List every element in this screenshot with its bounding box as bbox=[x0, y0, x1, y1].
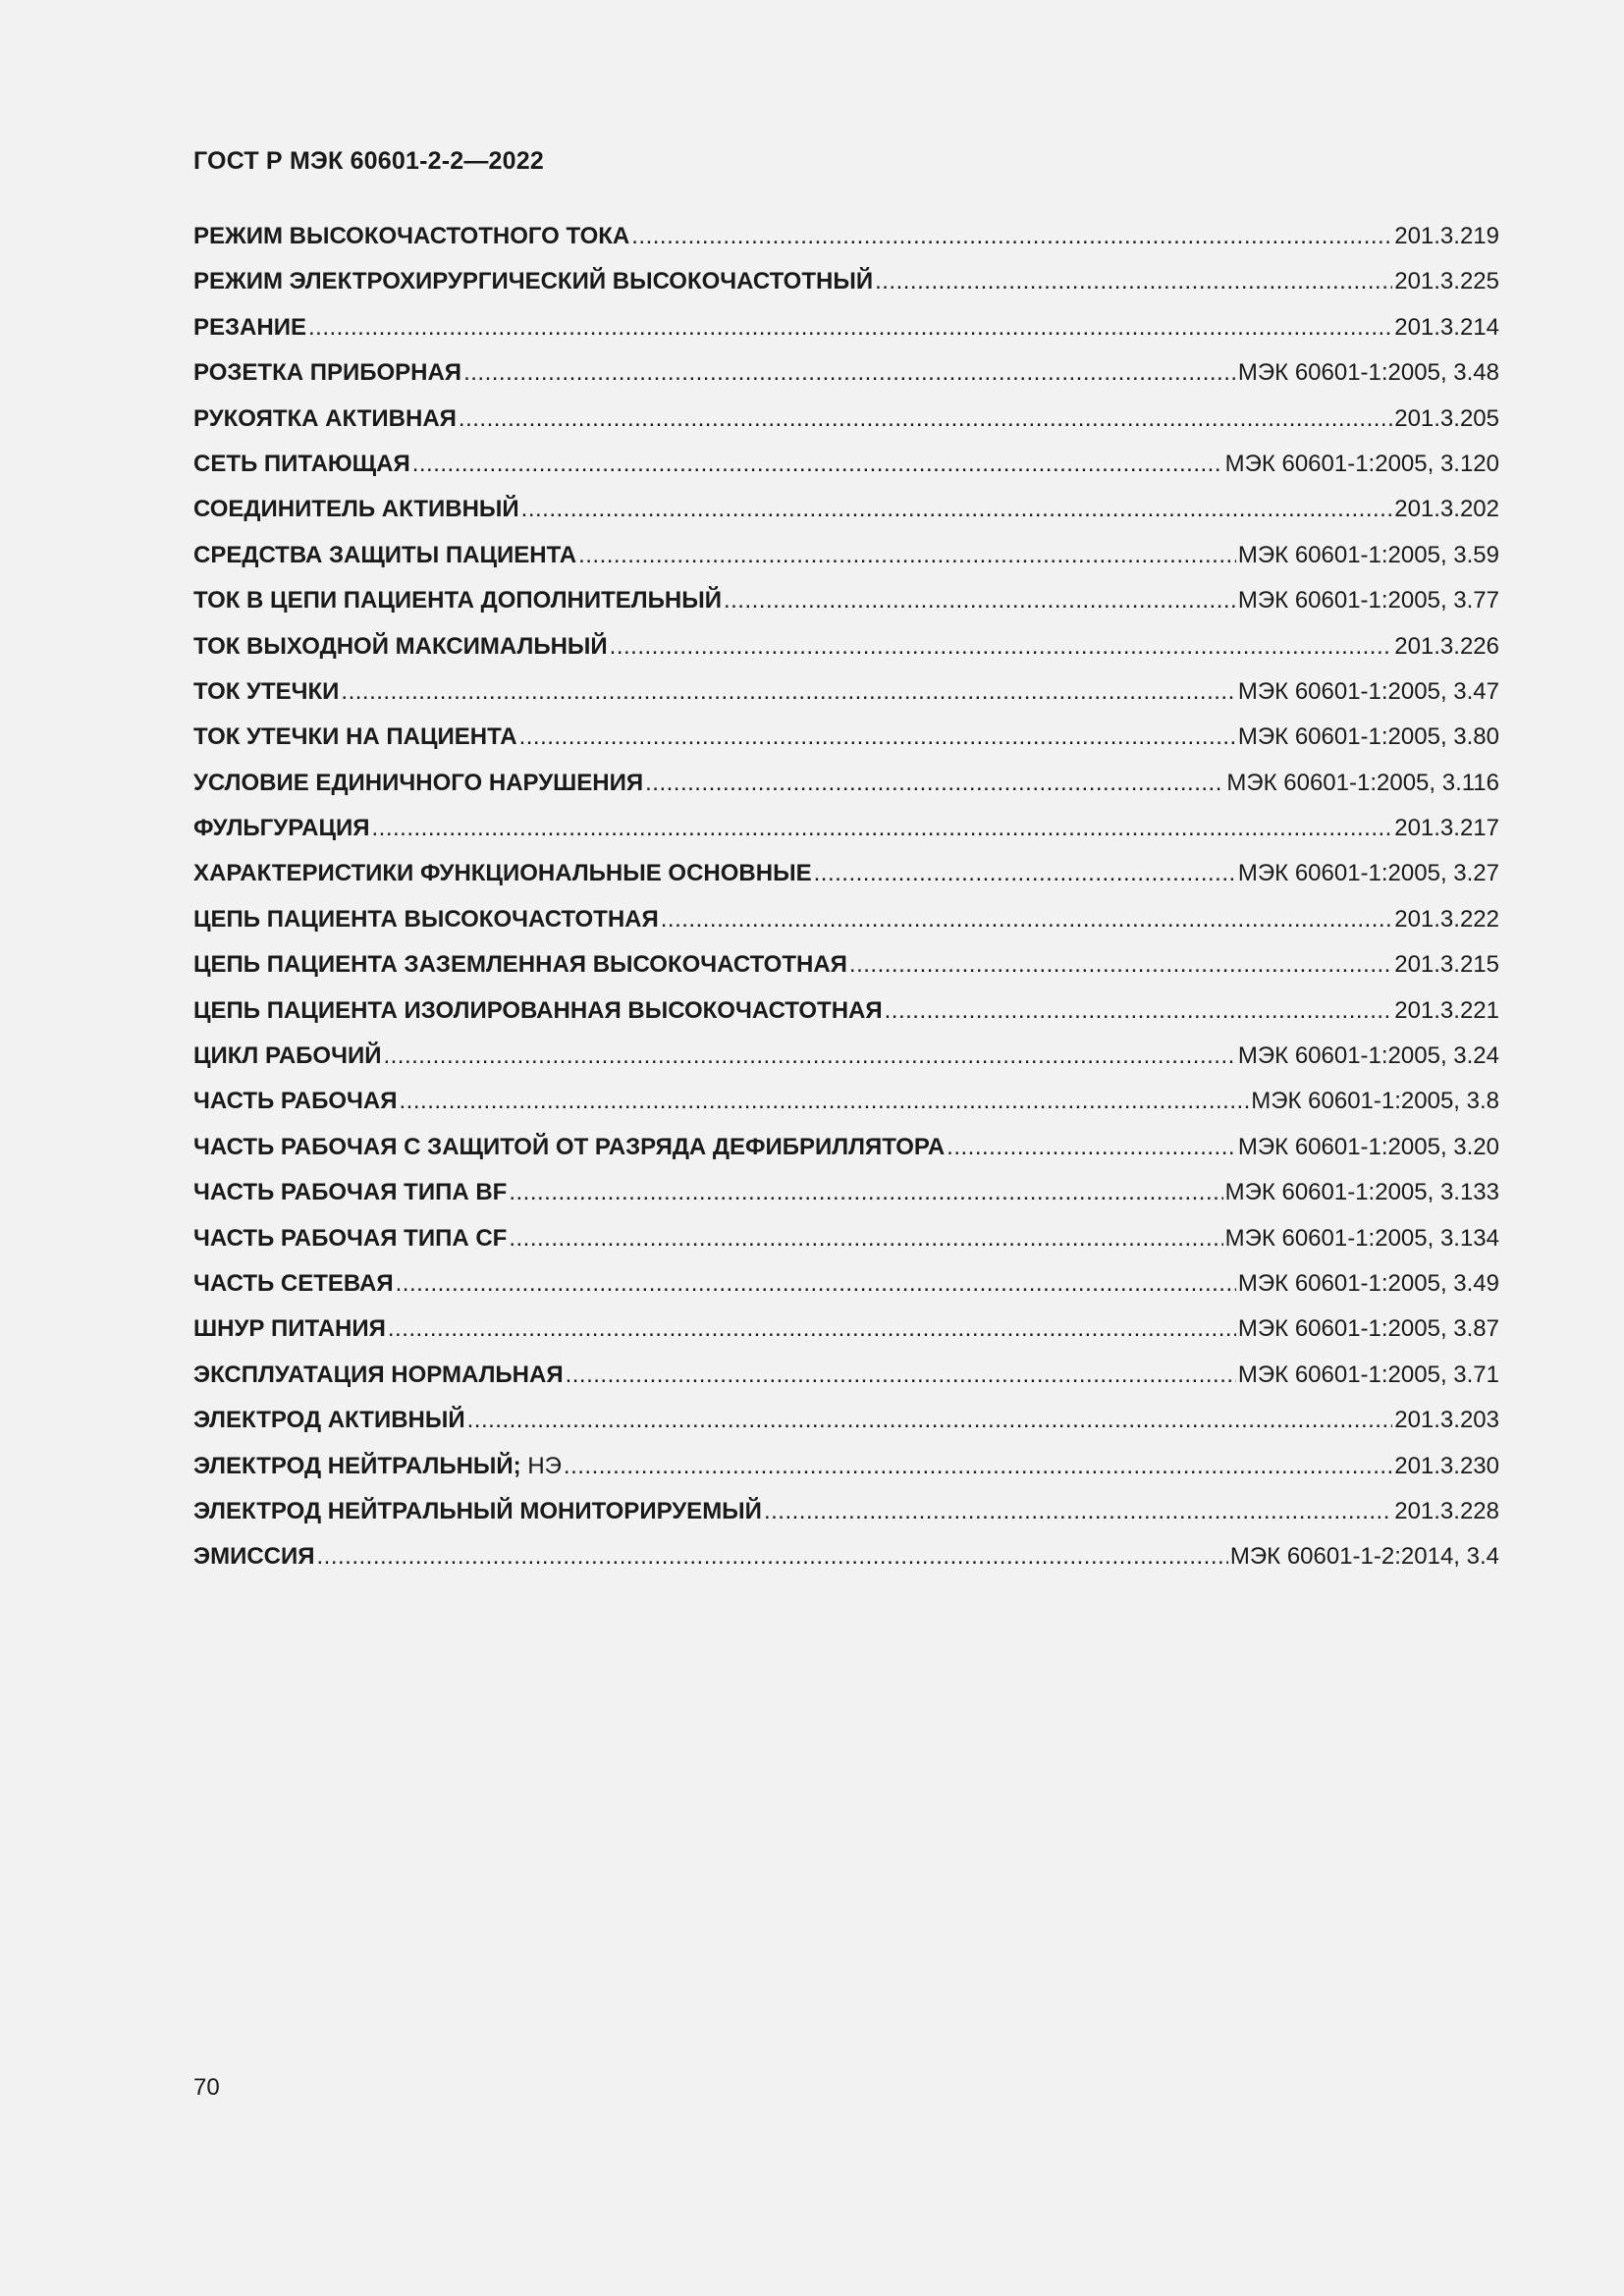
entry-term bbox=[193, 359, 461, 387]
index-entry bbox=[193, 1498, 1499, 1543]
entry-term bbox=[193, 1543, 314, 1571]
entry-term-text: ЦЕПЬ ПАЦИЕНТА ВЫСОКОЧАСТОТНАЯ bbox=[193, 905, 659, 933]
index-entry bbox=[193, 678, 1499, 723]
index-entry bbox=[193, 1453, 1499, 1498]
dot-leader bbox=[467, 1407, 1393, 1434]
dot-leader bbox=[371, 815, 1392, 842]
entry-term bbox=[193, 1498, 762, 1525]
entry-term bbox=[193, 1042, 381, 1070]
entry-term bbox=[193, 405, 457, 433]
entry-term-text: ЦЕПЬ ПАЦИЕНТА ИЗОЛИРОВАННАЯ ВЫСОКОЧАСТОТНАЯ bbox=[193, 996, 883, 1024]
entry-term bbox=[193, 678, 339, 706]
entry-reference: 201.3.221 bbox=[1394, 996, 1499, 1024]
dot-leader bbox=[383, 1042, 1235, 1070]
document-header: ГОСТ Р МЭК 60601-2-2—2022 bbox=[193, 147, 544, 175]
entry-term-text: ЦИКЛ РАБОЧИЙ bbox=[193, 1042, 382, 1070]
dot-leader bbox=[308, 314, 1392, 342]
entry-term-text: ХАРАКТЕРИСТИКИ ФУНКЦИОНАЛЬНЫЕ ОСНОВНЫЕ bbox=[193, 860, 812, 887]
dot-leader bbox=[509, 1225, 1222, 1253]
entry-term-text: ЦЕПЬ ПАЦИЕНТА ЗАЗЕМЛЕННАЯ ВЫСОКОЧАСТОТНАЯ bbox=[193, 951, 847, 979]
entry-term bbox=[193, 1362, 564, 1389]
index-entry bbox=[193, 1134, 1499, 1179]
entry-reference: МЭК 60601-1:2005, 3.48 bbox=[1237, 359, 1499, 387]
term-index-list bbox=[193, 223, 1499, 1589]
dot-leader bbox=[578, 542, 1236, 569]
entry-term-text: РЕЖИМ ЭЛЕКТРОХИРУРГИЧЕСКИЙ ВЫСОКОЧАСТОТНЫЙ bbox=[193, 268, 874, 295]
entry-term-text: ЭЛЕКТРОД АКТИВНЫЙ bbox=[193, 1407, 465, 1434]
dot-leader bbox=[521, 496, 1393, 523]
index-entry bbox=[193, 951, 1499, 996]
dot-leader bbox=[459, 405, 1392, 433]
entry-reference: МЭК 60601-1:2005, 3.80 bbox=[1237, 723, 1499, 751]
entry-term bbox=[193, 906, 659, 934]
dot-leader bbox=[564, 1453, 1392, 1480]
entry-reference: МЭК 60601-1:2005, 3.8 bbox=[1251, 1088, 1499, 1115]
dot-leader bbox=[400, 1088, 1250, 1115]
dot-leader bbox=[849, 951, 1392, 979]
entry-term-text: ФУЛЬГУРАЦИЯ bbox=[193, 815, 370, 842]
index-entry bbox=[193, 405, 1499, 451]
dot-leader bbox=[519, 723, 1236, 751]
entry-reference: МЭК 60601-1:2005, 3.77 bbox=[1237, 587, 1499, 614]
dot-leader bbox=[396, 1270, 1236, 1298]
index-entry bbox=[193, 1543, 1499, 1588]
entry-term bbox=[193, 496, 519, 523]
dot-leader bbox=[412, 451, 1223, 478]
entry-reference: МЭК 60601-1:2005, 3.59 bbox=[1237, 541, 1499, 568]
entry-term-text: РЕЗАНИЕ bbox=[193, 313, 306, 341]
entry-term-text: ЭЛЕКТРОД НЕЙТРАЛЬНЫЙ МОНИТОРИРУЕМЫЙ bbox=[193, 1497, 762, 1524]
entry-term bbox=[193, 1088, 398, 1115]
index-entry bbox=[193, 1225, 1499, 1270]
entry-term-text: ЧАСТЬ СЕТЕВАЯ bbox=[193, 1269, 394, 1297]
index-entry bbox=[193, 1362, 1499, 1407]
entry-term-text: ЭЛЕКТРОД НЕЙТРАЛЬНЫЙ; bbox=[193, 1452, 521, 1479]
entry-term bbox=[193, 451, 410, 478]
entry-term bbox=[193, 542, 576, 569]
entry-term-text: ТОК ВЫХОДНОЙ МАКСИМАЛЬНЫЙ bbox=[193, 632, 608, 660]
entry-term-text: ЧАСТЬ РАБОЧАЯ С ЗАЩИТОЙ ОТ РАЗРЯДА ДЕФИБРИЛЛЯТОРА bbox=[193, 1133, 946, 1160]
entry-term-text: РОЗЕТКА ПРИБОРНАЯ bbox=[193, 359, 462, 387]
entry-term bbox=[193, 723, 517, 751]
index-entry bbox=[193, 906, 1499, 951]
entry-term-text: СЕТЬ ПИТАЮЩАЯ bbox=[193, 450, 410, 477]
index-entry bbox=[193, 1270, 1499, 1315]
entry-term bbox=[193, 1179, 507, 1206]
index-entry bbox=[193, 223, 1499, 268]
entry-term bbox=[193, 951, 847, 979]
entry-reference: МЭК 60601-1:2005, 3.71 bbox=[1237, 1361, 1499, 1388]
entry-term-text: ЭМИССИЯ bbox=[193, 1543, 315, 1571]
entry-term bbox=[193, 770, 643, 797]
entry-term-text: ТОК В ЦЕПИ ПАЦИЕНТА ДОПОЛНИТЕЛЬНЫЙ bbox=[193, 587, 722, 614]
index-entry bbox=[193, 542, 1499, 587]
entry-term-text: ТОК УТЕЧКИ НА ПАЦИЕНТА bbox=[193, 723, 517, 751]
index-entry bbox=[193, 770, 1499, 815]
dot-leader bbox=[875, 268, 1392, 295]
entry-term-text: СОЕДИНИТЕЛЬ АКТИВНЫЙ bbox=[193, 496, 519, 523]
index-entry bbox=[193, 633, 1499, 678]
entry-reference: МЭК 60601-1:2005, 3.24 bbox=[1237, 1042, 1499, 1070]
entry-term-text: ТОК УТЕЧКИ bbox=[193, 677, 340, 705]
entry-reference: 201.3.219 bbox=[1394, 223, 1499, 249]
index-entry bbox=[193, 496, 1499, 541]
index-entry bbox=[193, 359, 1499, 404]
entry-term-text: УСЛОВИЕ ЕДИНИЧНОГО НАРУШЕНИЯ bbox=[193, 769, 644, 796]
entry-term bbox=[193, 268, 873, 295]
entry-reference: 201.3.225 bbox=[1394, 268, 1499, 295]
dot-leader bbox=[316, 1543, 1227, 1571]
entry-term bbox=[193, 1407, 465, 1434]
entry-reference: 201.3.228 bbox=[1394, 1497, 1499, 1524]
dot-leader bbox=[947, 1134, 1236, 1161]
entry-term bbox=[193, 633, 608, 661]
dot-leader bbox=[509, 1179, 1222, 1206]
entry-reference: МЭК 60601-1:2005, 3.87 bbox=[1237, 1315, 1499, 1343]
index-entry bbox=[193, 1315, 1499, 1361]
index-entry bbox=[193, 1179, 1499, 1224]
entry-reference: 201.3.226 bbox=[1394, 632, 1499, 660]
dot-leader bbox=[388, 1315, 1236, 1343]
entry-reference: МЭК 60601-1:2005, 3.116 bbox=[1226, 769, 1499, 796]
entry-term-text: ШНУР ПИТАНИЯ bbox=[193, 1315, 386, 1343]
index-entry bbox=[193, 314, 1499, 359]
entry-term bbox=[193, 223, 629, 250]
entry-term bbox=[193, 1453, 562, 1480]
entry-reference: МЭК 60601-1:2005, 3.20 bbox=[1237, 1133, 1499, 1160]
dot-leader bbox=[610, 633, 1393, 661]
entry-term bbox=[193, 815, 369, 842]
entry-reference: МЭК 60601-1-2:2014, 3.4 bbox=[1229, 1543, 1499, 1571]
index-entry bbox=[193, 860, 1499, 905]
entry-term-text: СРЕДСТВА ЗАЩИТЫ ПАЦИЕНТА bbox=[193, 541, 577, 568]
index-entry bbox=[193, 997, 1499, 1042]
entry-term bbox=[193, 1225, 507, 1253]
entry-reference: 201.3.215 bbox=[1394, 951, 1499, 979]
dot-leader bbox=[341, 678, 1236, 706]
entry-reference: 201.3.203 bbox=[1394, 1407, 1499, 1434]
index-entry bbox=[193, 1088, 1499, 1133]
dot-leader bbox=[566, 1362, 1236, 1389]
entry-term bbox=[193, 314, 306, 342]
dot-leader bbox=[645, 770, 1224, 797]
entry-reference: 201.3.230 bbox=[1394, 1452, 1499, 1479]
entry-reference: МЭК 60601-1:2005, 3.133 bbox=[1224, 1179, 1499, 1206]
entry-term bbox=[193, 1134, 945, 1161]
page-number: 70 bbox=[193, 2074, 220, 2101]
entry-term-text: РУКОЯТКА АКТИВНАЯ bbox=[193, 404, 457, 432]
index-entry bbox=[193, 451, 1499, 496]
dot-leader bbox=[631, 223, 1392, 250]
entry-reference: 201.3.222 bbox=[1394, 905, 1499, 933]
entry-term bbox=[193, 860, 812, 887]
index-entry bbox=[193, 1042, 1499, 1088]
entry-term-text: ЧАСТЬ РАБОЧАЯ ТИПА BF bbox=[193, 1179, 508, 1206]
entry-term-abbreviation: НЭ bbox=[520, 1452, 562, 1479]
entry-term bbox=[193, 997, 883, 1025]
entry-reference: МЭК 60601-1:2005, 3.47 bbox=[1237, 677, 1499, 705]
index-entry bbox=[193, 723, 1499, 769]
entry-term-text: ЭКСПЛУАТАЦИЯ НОРМАЛЬНАЯ bbox=[193, 1361, 564, 1388]
dot-leader bbox=[661, 906, 1392, 934]
entry-term bbox=[193, 1270, 394, 1298]
index-entry bbox=[193, 587, 1499, 632]
entry-reference: 201.3.214 bbox=[1394, 313, 1499, 341]
dot-leader bbox=[814, 860, 1236, 887]
entry-term bbox=[193, 587, 722, 614]
dot-leader bbox=[724, 587, 1236, 614]
entry-reference: МЭК 60601-1:2005, 3.27 bbox=[1237, 860, 1499, 887]
entry-reference: МЭК 60601-1:2005, 3.49 bbox=[1237, 1269, 1499, 1297]
entry-term bbox=[193, 1315, 386, 1343]
entry-reference: 201.3.217 bbox=[1394, 815, 1499, 842]
entry-reference: МЭК 60601-1:2005, 3.134 bbox=[1224, 1224, 1499, 1252]
entry-term-text: РЕЖИМ ВЫСОКОЧАСТОТНОГО ТОКА bbox=[193, 223, 630, 249]
dot-leader bbox=[885, 997, 1393, 1025]
entry-reference: 201.3.205 bbox=[1394, 404, 1499, 432]
entry-term-text: ЧАСТЬ РАБОЧАЯ bbox=[193, 1088, 398, 1115]
dot-leader bbox=[764, 1498, 1392, 1525]
index-entry bbox=[193, 815, 1499, 860]
index-entry bbox=[193, 1407, 1499, 1452]
entry-term-text: ЧАСТЬ РАБОЧАЯ ТИПА CF bbox=[193, 1224, 508, 1252]
index-entry bbox=[193, 268, 1499, 313]
entry-reference: МЭК 60601-1:2005, 3.120 bbox=[1224, 450, 1499, 477]
entry-reference: 201.3.202 bbox=[1394, 496, 1499, 523]
dot-leader bbox=[463, 359, 1236, 387]
